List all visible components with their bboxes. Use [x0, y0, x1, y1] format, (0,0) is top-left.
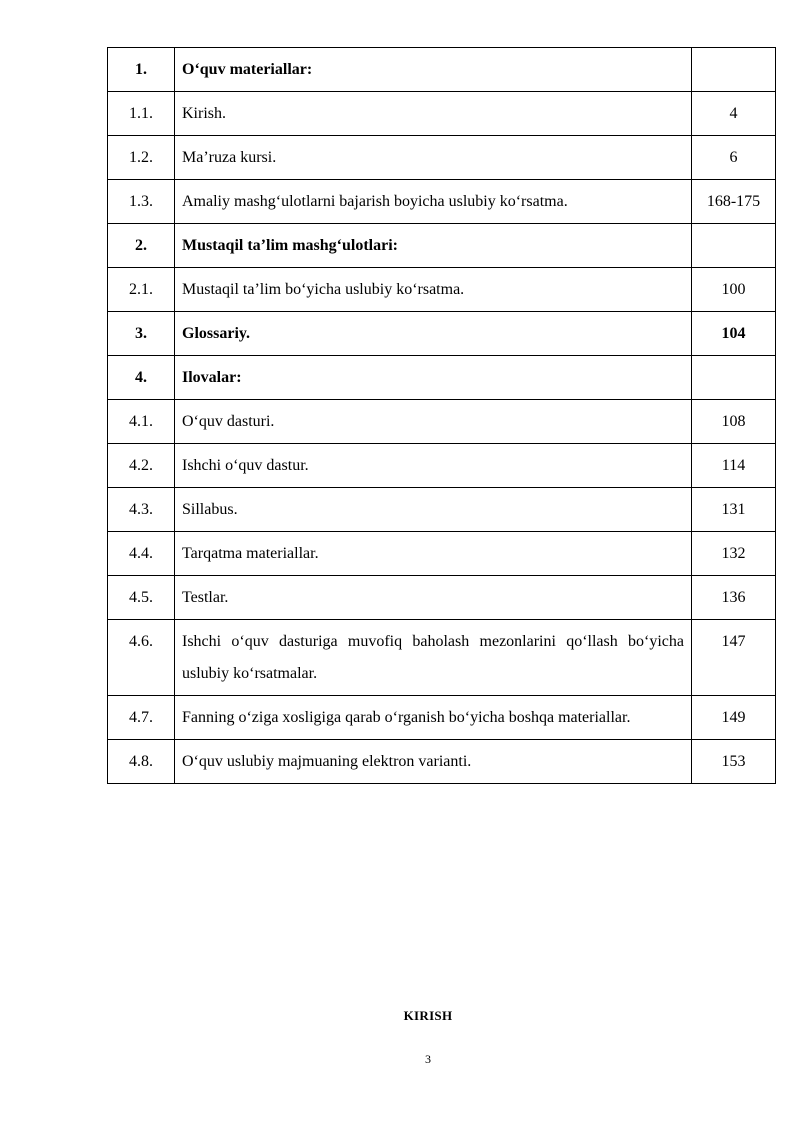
toc-row-number: 2.1.	[108, 268, 175, 312]
toc-row	[108, 136, 776, 180]
toc-row-number: 4.7.	[108, 696, 175, 740]
toc-row	[108, 48, 776, 92]
toc-row-page: 147	[692, 620, 776, 696]
toc-row-page: 153	[692, 740, 776, 784]
toc-row	[108, 400, 776, 444]
table-of-contents	[107, 47, 776, 784]
toc-row-number: 4.	[108, 356, 175, 400]
toc-row-title: Amaliy mashg‘ulotlarni bajarish boyicha uslubiy ko‘rsatma.	[175, 180, 692, 224]
toc-row-number: 4.3.	[108, 488, 175, 532]
toc-row	[108, 268, 776, 312]
toc-row-number: 1.	[108, 48, 175, 92]
toc-row	[108, 312, 776, 356]
toc-row-number: 4.4.	[108, 532, 175, 576]
toc-row-number: 4.8.	[108, 740, 175, 784]
toc-row-title: Ishchi o‘quv dasturiga muvofiq baholash mezonlarini qo‘llash bo‘yicha uslubiy ko‘rsatmalar.	[175, 620, 692, 696]
toc-row	[108, 740, 776, 784]
toc-row-page	[692, 356, 776, 400]
section-heading: KIRISH	[403, 1008, 453, 1023]
toc-row	[108, 92, 776, 136]
toc-row-title: Glossariy.	[175, 312, 692, 356]
toc-row	[108, 532, 776, 576]
toc-row-number: 1.1.	[108, 92, 175, 136]
toc-row-title: O‘quv dasturi.	[175, 400, 692, 444]
toc-row	[108, 444, 776, 488]
toc-row-title: Ma’ruza kursi.	[175, 136, 692, 180]
toc-row-title: Ishchi o‘quv dastur.	[175, 444, 692, 488]
toc-row	[108, 488, 776, 532]
toc-row-title: O‘quv uslubiy majmuaning elektron varianti.	[175, 740, 692, 784]
toc-row-number: 4.2.	[108, 444, 175, 488]
toc-row-title: Fanning o‘ziga xosligiga qarab o‘rganish bo‘yicha boshqa materiallar.	[175, 696, 692, 740]
toc-row-page: 100	[692, 268, 776, 312]
toc-row-number: 4.6.	[108, 620, 175, 696]
toc-row-page: 131	[692, 488, 776, 532]
toc-row-title: Tarqatma materiallar.	[175, 532, 692, 576]
toc-row-page: 6	[692, 136, 776, 180]
toc-row-title: Testlar.	[175, 576, 692, 620]
toc-row-title: Mustaqil ta’lim bo‘yicha uslubiy ko‘rsatma.	[175, 268, 692, 312]
toc-row	[108, 696, 776, 740]
toc-row-page: 149	[692, 696, 776, 740]
toc-row-title: Kirish.	[175, 92, 692, 136]
toc-row-title: Mustaqil ta’lim mashg‘ulotlari:	[175, 224, 692, 268]
toc-row-title: Sillabus.	[175, 488, 692, 532]
toc-row-page: 4	[692, 92, 776, 136]
toc-row-page: 114	[692, 444, 776, 488]
toc-row-number: 1.2.	[108, 136, 175, 180]
toc-row	[108, 576, 776, 620]
toc-row-page: 168-175	[692, 180, 776, 224]
toc-row-number: 4.5.	[108, 576, 175, 620]
toc-row-page	[692, 48, 776, 92]
toc-body	[108, 48, 776, 784]
toc-row	[108, 356, 776, 400]
toc-row-number: 2.	[108, 224, 175, 268]
toc-row-page: 108	[692, 400, 776, 444]
toc-row-page: 136	[692, 576, 776, 620]
toc-row-number: 1.3.	[108, 180, 175, 224]
toc-row-page	[692, 224, 776, 268]
toc-row-number: 4.1.	[108, 400, 175, 444]
toc-row	[108, 180, 776, 224]
toc-row	[108, 620, 776, 696]
toc-row-page: 132	[692, 532, 776, 576]
toc-row-number: 3.	[108, 312, 175, 356]
toc-row-title: O‘quv materiallar:	[175, 48, 692, 92]
page-number: 3	[425, 1052, 431, 1066]
toc-row-page: 104	[692, 312, 776, 356]
toc-row-title: Ilovalar:	[175, 356, 692, 400]
toc-row	[108, 224, 776, 268]
